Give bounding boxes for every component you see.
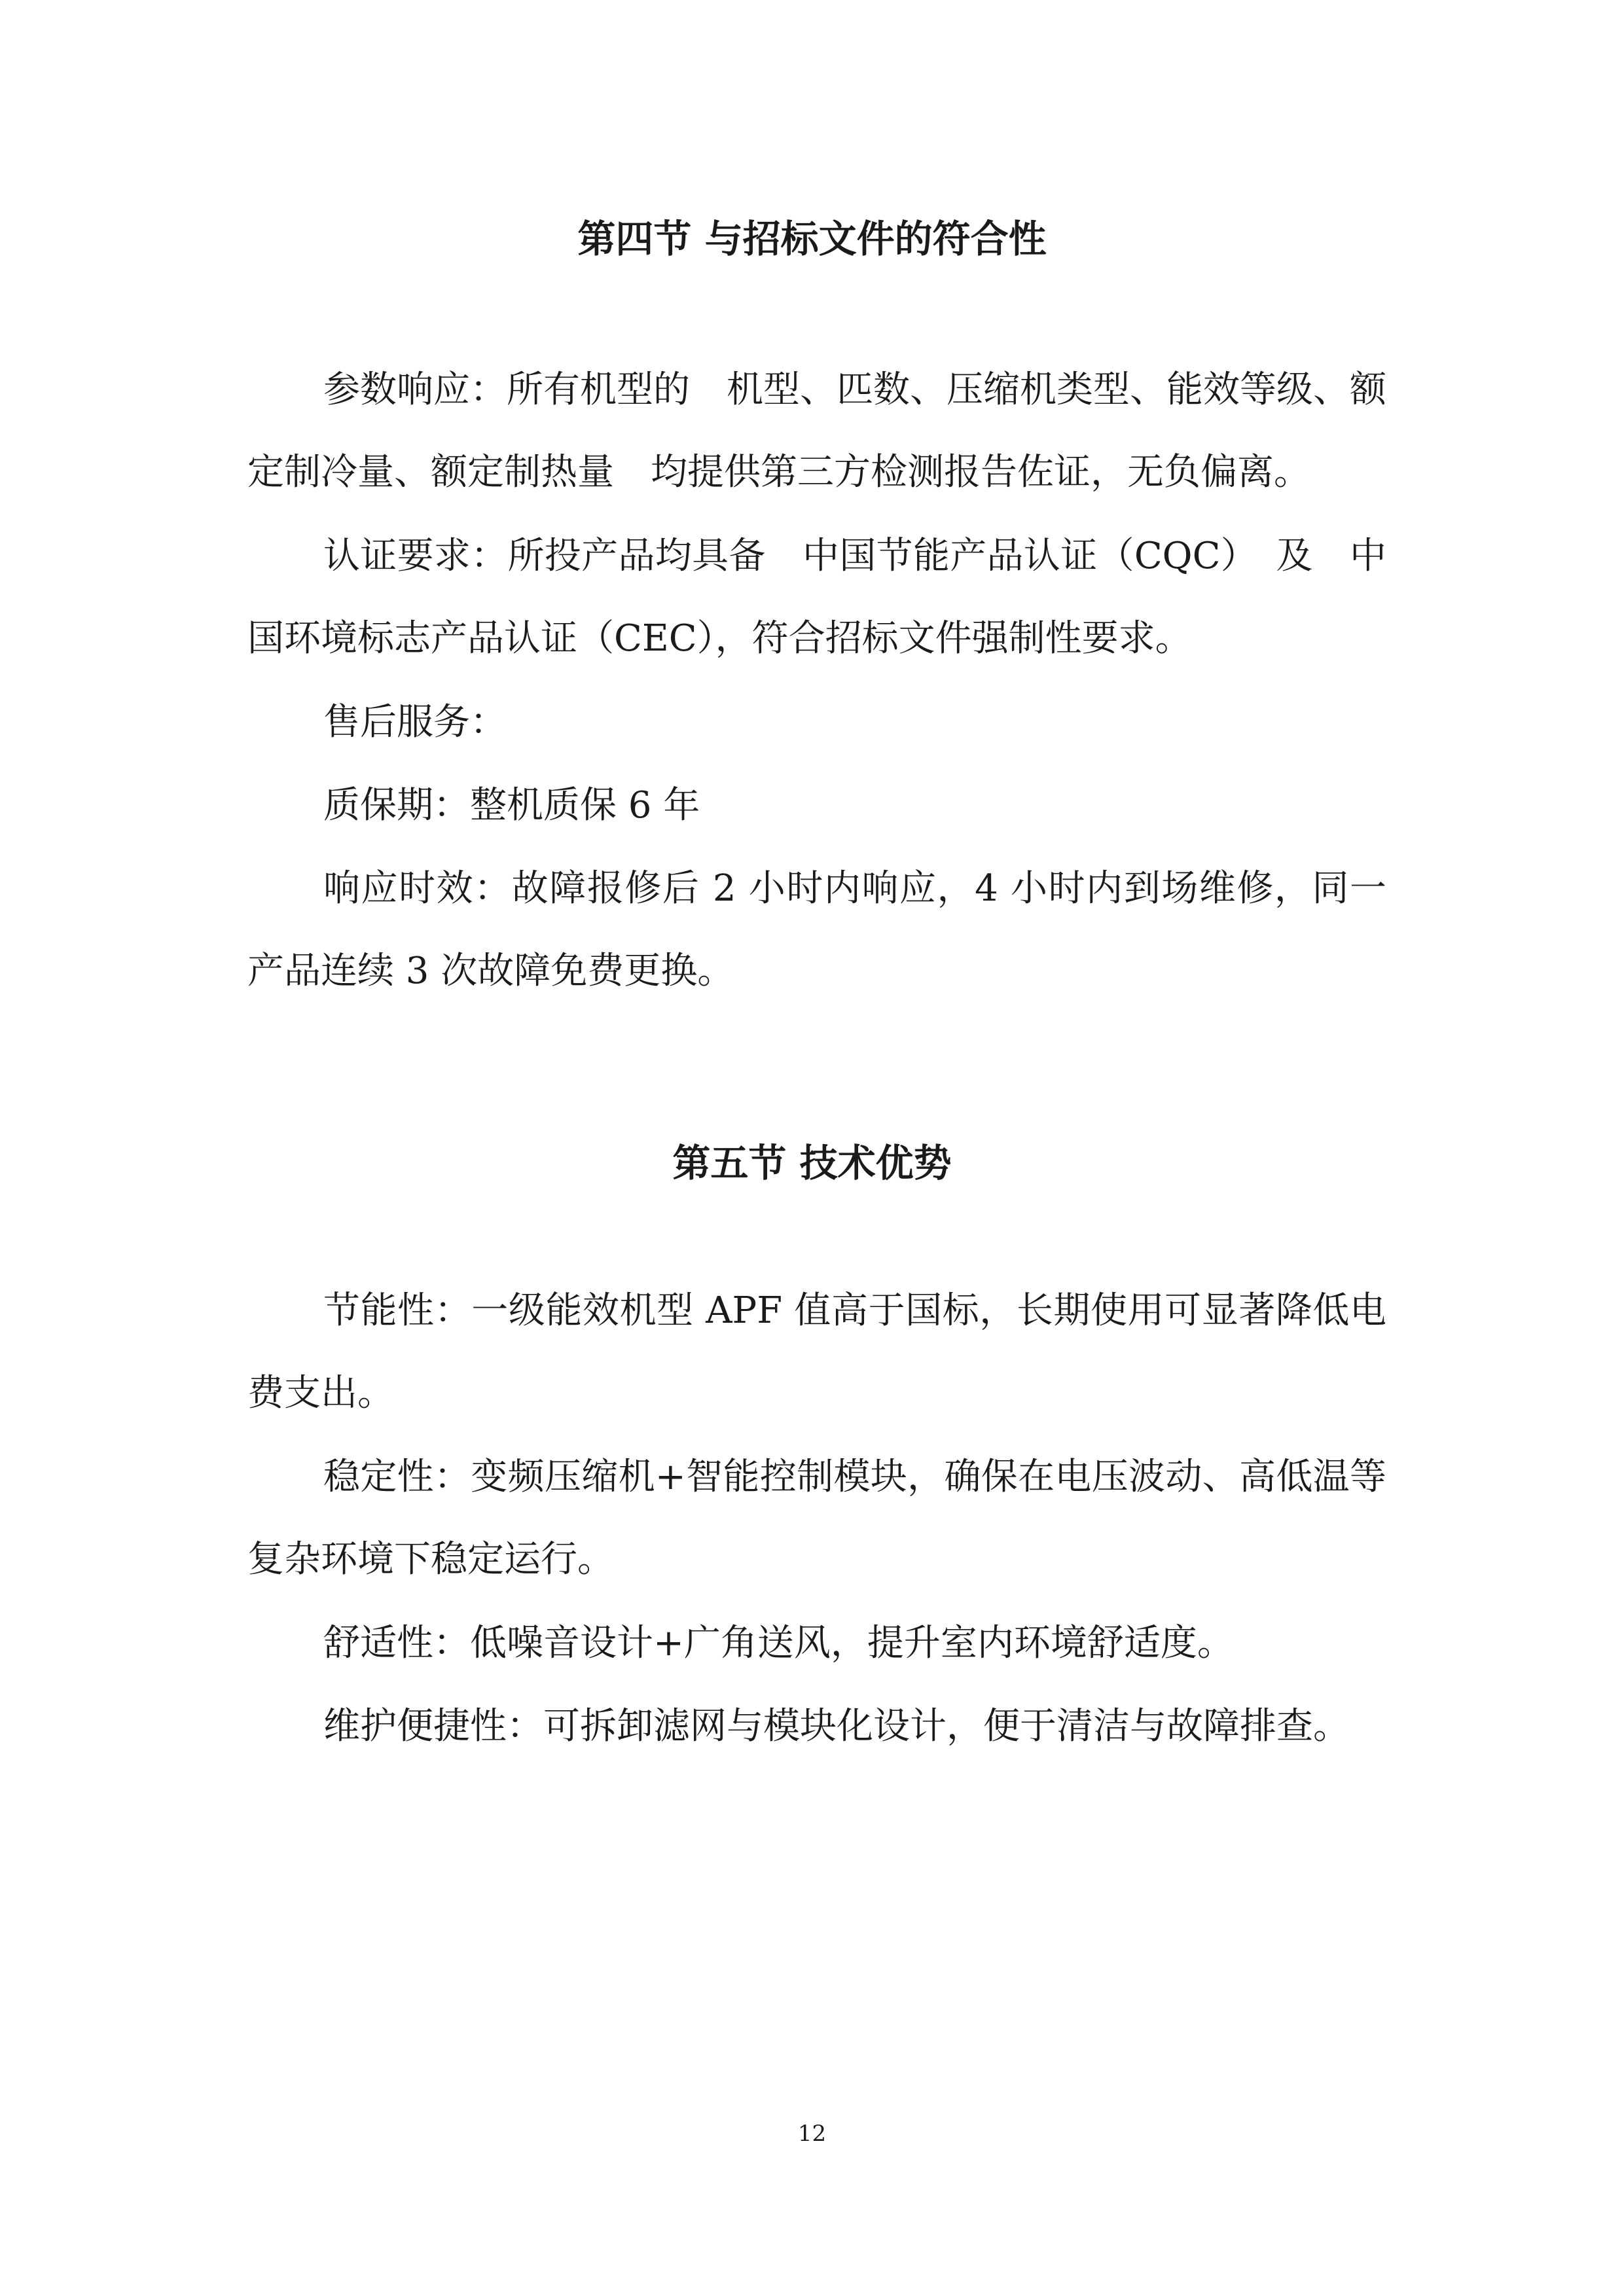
section-5-paragraph-comfort: 舒适性：低噪音设计+广角送风，提升室内环境舒适度。 [323,1622,1234,1664]
section-4-paragraph-certification: 认证要求：所投产品均具备 中国节能产品认证（CQC） 及 中国环境标志产品认证（CEC），符合招标文件强制性要求。 [247,535,1386,660]
section-4-paragraph-response-time: 响应时效：故障报修后 2 小时内响应，4 小时内到场维修，同一产品连续 3 次故障免费更换。 [247,867,1386,992]
section-4-paragraph-after-sales: 售后服务： [323,701,507,744]
page-number: 12 [797,2121,827,2147]
section-4-paragraph-warranty: 质保期：整机质保 6 年 [323,784,700,827]
section-5-heading: 第五节 技术优势 [672,1141,952,1185]
section-4-heading: 第四节 与招标文件的符合性 [577,217,1047,261]
section-5-paragraph-maintenance: 维护便捷性：可拆卸滤网与模块化设计，便于清洁与故障排查。 [323,1705,1350,1748]
section-5-paragraph-energy-saving: 节能性：一级能效机型 APF 值高于国标，长期使用可显著降低电费支出。 [247,1289,1386,1414]
section-4-paragraph-parameter-response: 参数响应：所有机型的 机型、匹数、压缩机类型、能效等级、额定制冷量、额定制热量 均提供第三方检测报告佐证，无负偏离。 [247,368,1386,493]
section-5-paragraph-stability: 稳定性：变频压缩机+智能控制模块，确保在电压波动、高低温等复杂环境下稳定运行。 [247,1456,1386,1581]
